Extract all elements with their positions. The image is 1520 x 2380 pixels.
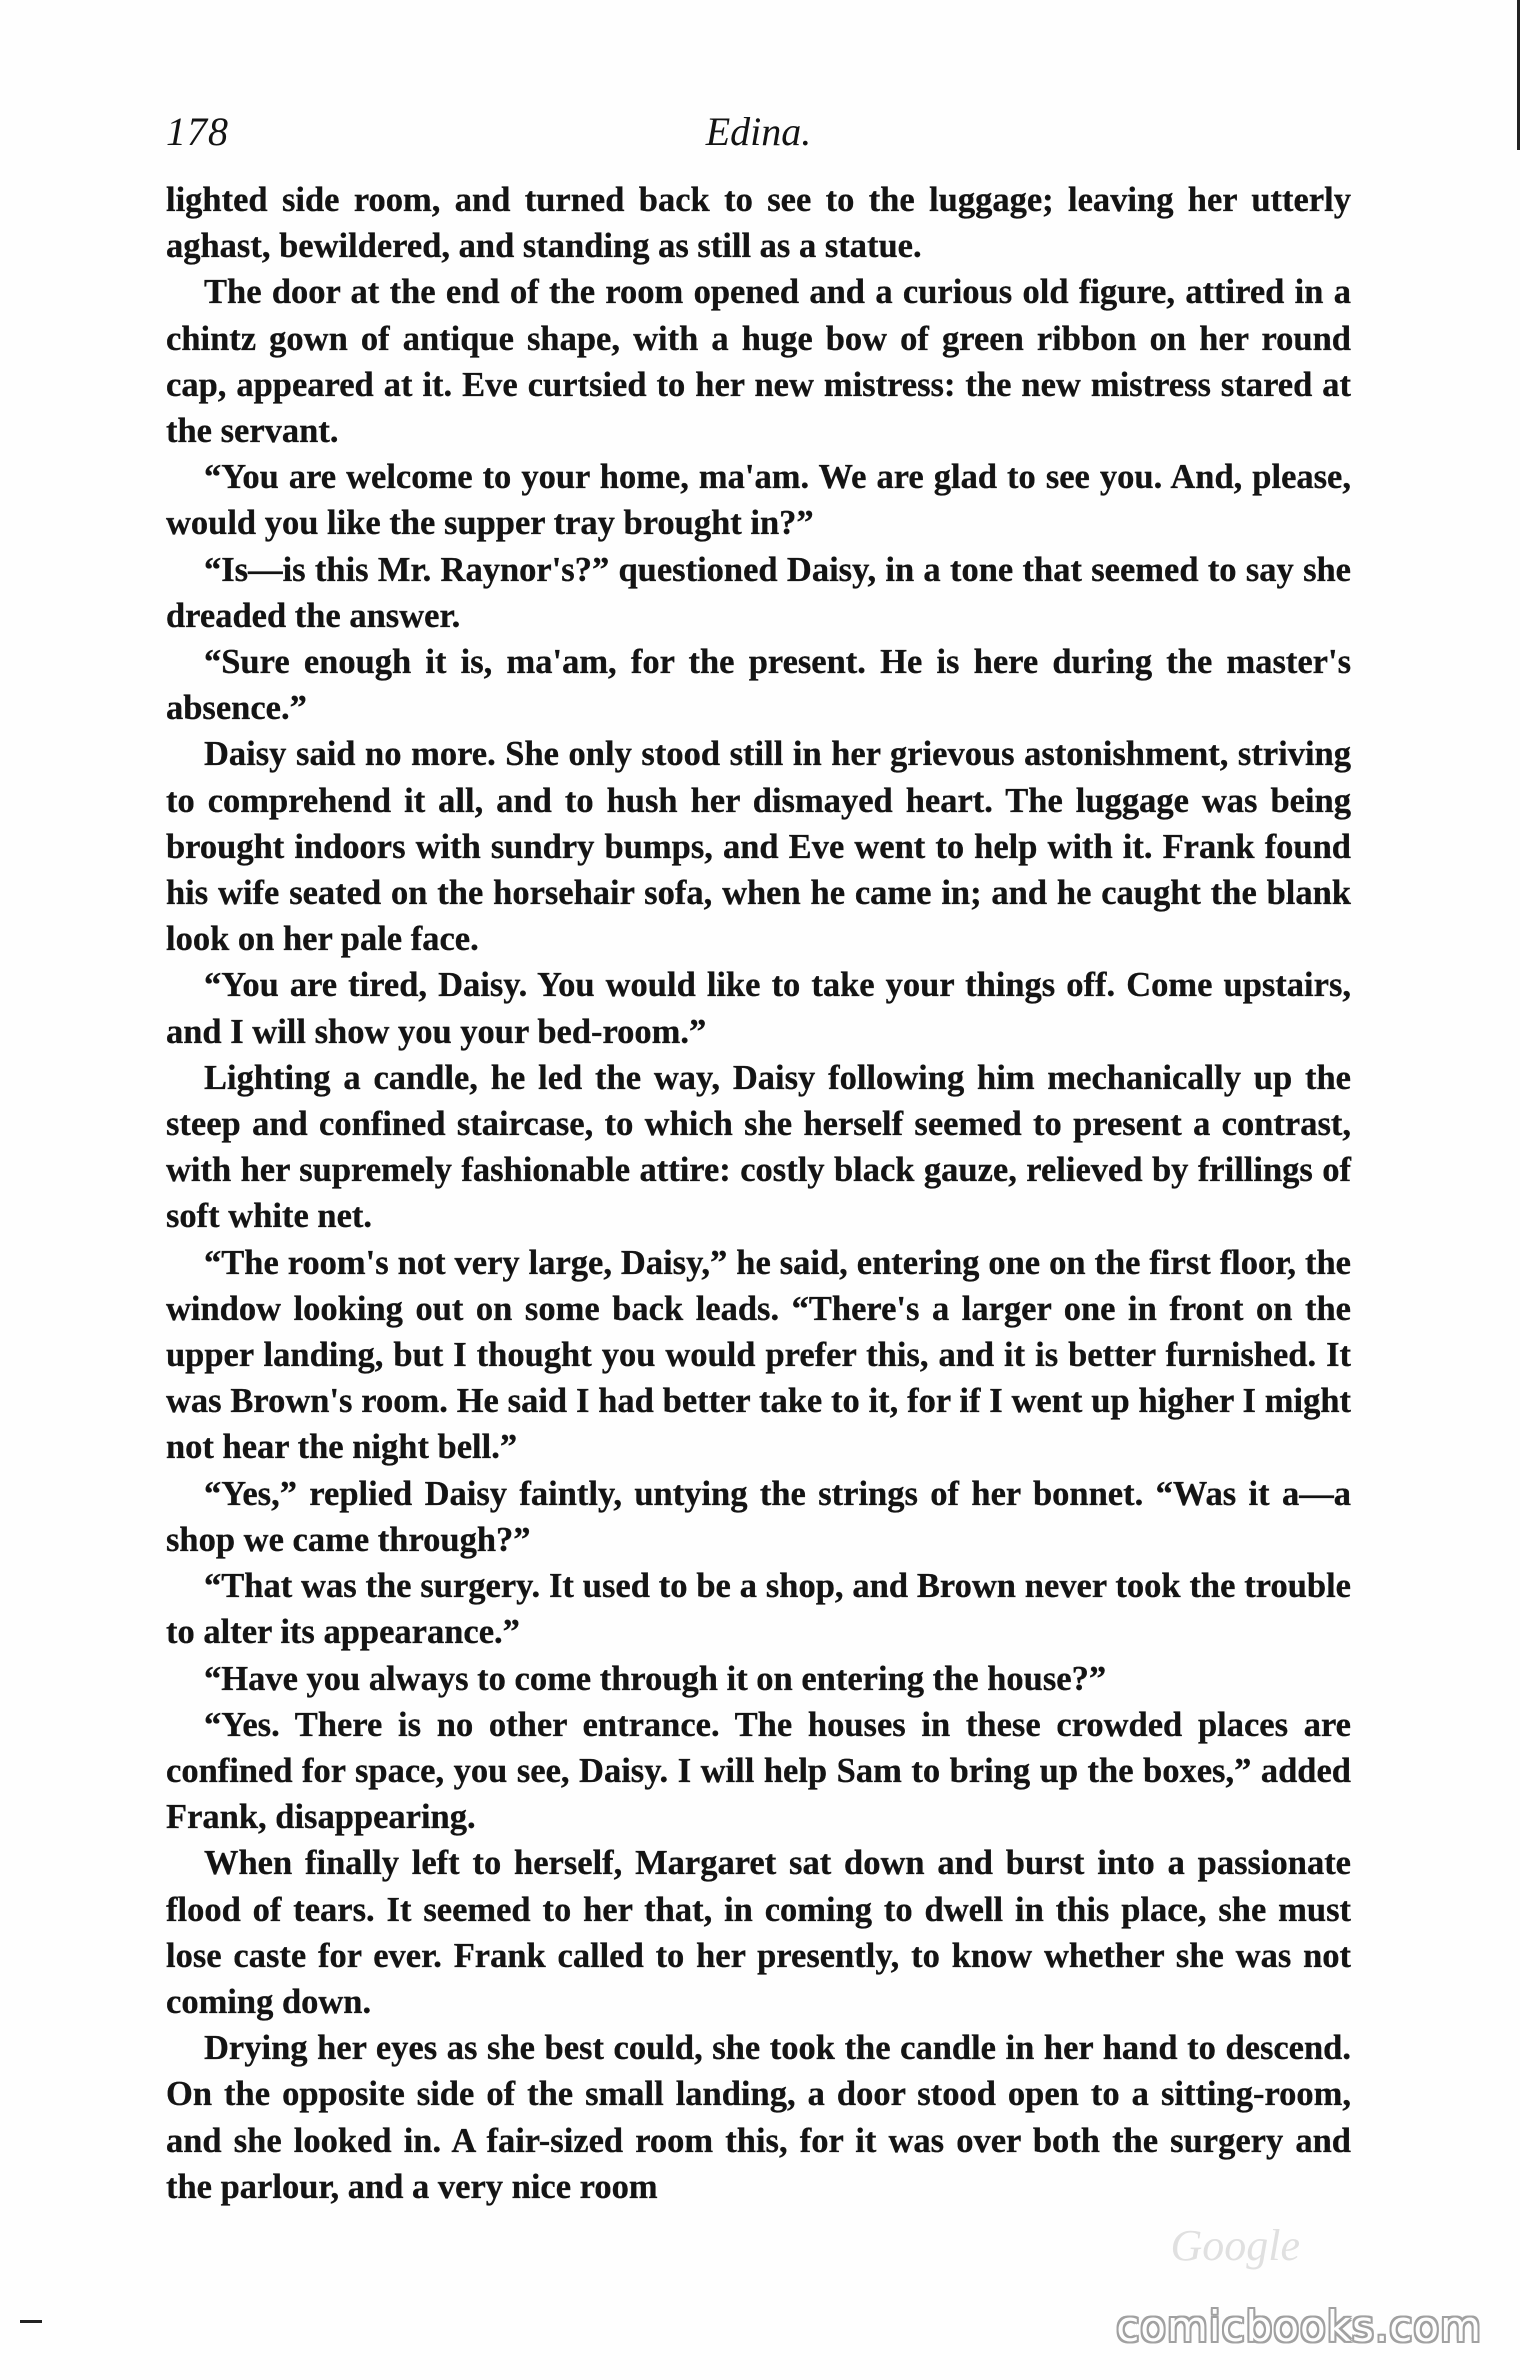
paragraph: Daisy said no more. She only stood still in her grievous astonishment, striving to comprehend it all, and to hush her dismayed heart. The luggage was being brought indoors with sundry bumps, and Eve went to help with it. Frank found his wife seated on the horsehair sofa, when he came in; and he caught the blank look on her pale face. <box>166 735 1351 959</box>
page-header <box>166 108 1351 168</box>
paragraph: “You are tired, Daisy. You would like to take your things off. Come upstairs, and I will show you your bed-room.” <box>166 966 1351 1051</box>
paragraph: “Have you always to come through it on entering the house?” <box>204 1659 1107 1698</box>
paragraph: “Yes,” replied Daisy faintly, untying the strings of her bonnet. “Was it a—a shop we came through?” <box>166 1474 1351 1559</box>
paragraph: lighted side room, and turned back to see to the luggage; leaving her utterly aghast, bewildered, and standing as still as a statue. <box>166 181 1351 266</box>
page-number: 178 <box>166 109 229 154</box>
watermark: comicbooks.com <box>1116 2302 1482 2351</box>
paragraph: “Sure enough it is, ma'am, for the present. He is here during the master's absence.” <box>166 643 1351 728</box>
margin-dash <box>20 2320 42 2323</box>
faint-digitizer-mark: Google <box>1170 2221 1300 2270</box>
paragraph: When finally left to herself, Margaret sat down and burst into a passionate flood of tears. It seemed to her that, in coming to dwell in this place, she must lose caste for ever. Frank called to her presently, to know whether she was not coming down. <box>166 1844 1351 2021</box>
paragraph: “That was the surgery. It used to be a shop, and Brown never took the trouble to alter its appearance.” <box>166 1567 1351 1652</box>
paragraph: “You are welcome to your home, ma'am. We are glad to see you. And, please, would you like the supper tray brought in?” <box>166 458 1351 543</box>
paragraph: “The room's not very large, Daisy,” he said, entering one on the first floor, the window looking out on some back leads. “There's a larger one in front on the upper landing, but I thought you would prefer this, and it is better furnished. It was Brown's room. He said I had better take to it, for if I went up higher I might not hear the night bell.” <box>166 1243 1351 1467</box>
paragraph: “Is—is this Mr. Raynor's?” questioned Daisy, in a tone that seemed to say she dreaded the answer. <box>166 550 1351 635</box>
paragraph: Drying her eyes as she best could, she took the candle in her hand to descend. On the opposite side of the small landing, a door stood open to a sitting-room, and she looked in. A fair-sized room this, for it was over both the surgery and the parlour, and a very nice room <box>166 2029 1351 2206</box>
paragraph: The door at the end of the room opened and a curious old figure, attired in a chintz gown of antique shape, with a huge bow of green ribbon on her round cap, appeared at it. Eve curtsied to her new mistress: the new mistress stared at the servant. <box>166 273 1351 451</box>
body-text <box>166 177 1351 2210</box>
running-title: Edina. <box>705 109 812 154</box>
paragraph: “Yes. There is no other entrance. The houses in these crowded places are confined for space, you see, Daisy. I will help Sam to bring up the boxes,” added Frank, disappearing. <box>166 1705 1351 1837</box>
paragraph: Lighting a candle, he led the way, Daisy following him mechanically up the steep and confined staircase, to which she herself seemed to present a contrast, with her supremely fashionable attire: costly black gauze, relieved by frillings of soft white net. <box>166 1058 1351 1236</box>
